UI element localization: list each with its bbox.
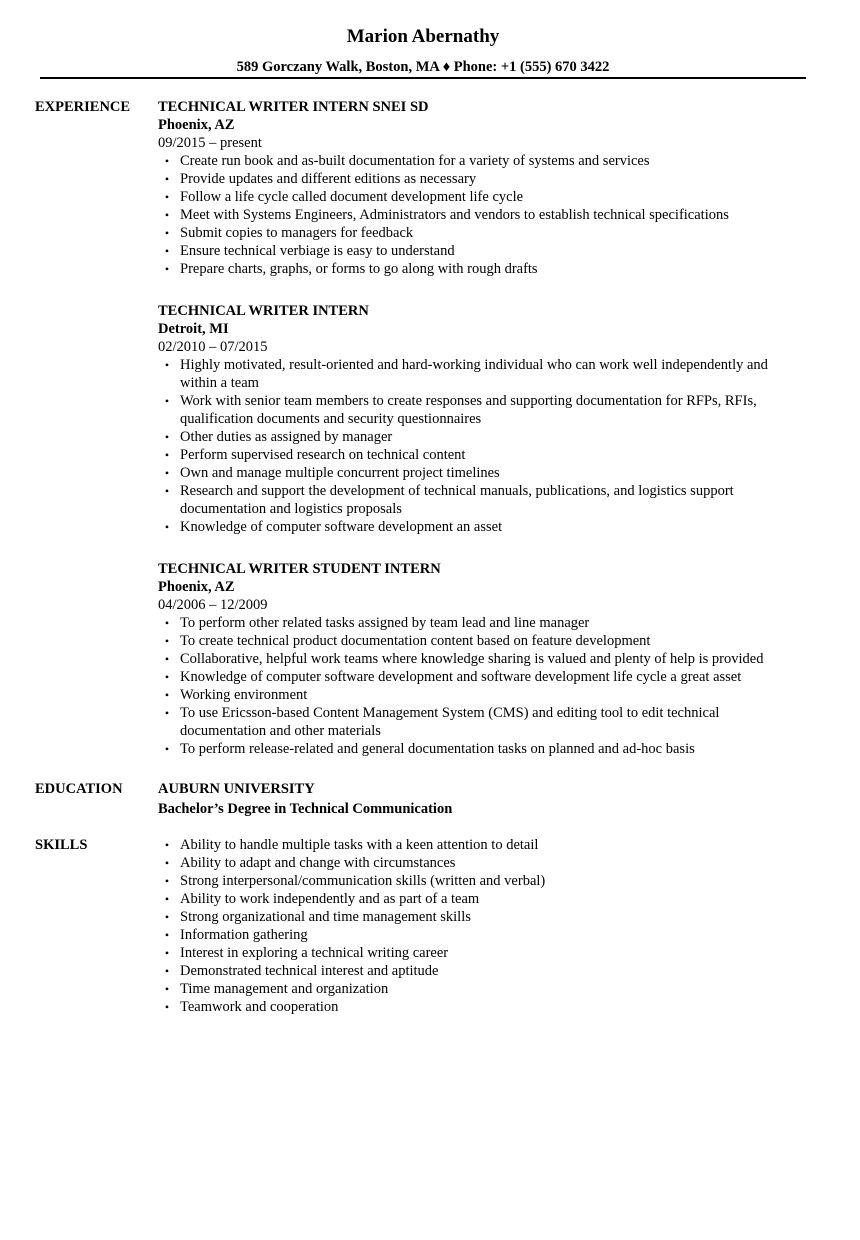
skill-text: Strong organizational and time management skills <box>180 909 471 925</box>
list-item <box>158 686 798 704</box>
bullet-icon: • <box>164 928 170 942</box>
skill-text: Ability to work independently and as part of a team <box>180 891 480 907</box>
bullet-icon: • <box>164 358 170 372</box>
skill-text: Strong interpersonal/communication skills (written and verbal) <box>180 873 546 889</box>
skill-text: Information gathering <box>180 927 308 943</box>
duty-text: Prepare charts, graphs, or forms to go along with rough drafts <box>180 261 538 277</box>
bullet-icon: • <box>164 244 170 258</box>
list-item <box>158 260 798 278</box>
education-section <box>158 780 798 818</box>
job-location: Detroit, MI <box>158 321 229 337</box>
duty-text: Perform supervised research on technical content <box>180 447 466 463</box>
candidate-name: Marion Abernathy <box>346 26 500 47</box>
duty-text: To perform release-related and general documentation tasks on planned and ad-hoc basis <box>180 741 695 757</box>
duty-text: Research and support the development of technical manuals, publications, and logistics support documentation and logistics proposals <box>180 483 734 517</box>
bullet-icon: • <box>164 634 170 648</box>
education-school: AUBURN UNIVERSITY <box>158 781 315 797</box>
list-item <box>158 482 798 518</box>
list-item <box>158 170 798 188</box>
job-duties <box>158 614 798 758</box>
list-item <box>158 224 798 242</box>
duty-text: Collaborative, helpful work teams where knowledge sharing is valued and plenty of help is provided <box>180 651 764 667</box>
bullet-icon: • <box>164 670 170 684</box>
skill-text: Time management and organization <box>180 981 389 997</box>
bullet-icon: • <box>164 394 170 408</box>
duty-text: Knowledge of computer software development an asset <box>180 519 503 535</box>
list-item <box>158 704 798 740</box>
duty-text: Highly motivated, result-oriented and hard-working individual who can work well independently and within a team <box>180 357 768 391</box>
bullet-icon: • <box>164 892 170 906</box>
list-item <box>158 836 798 854</box>
section-label-experience: EXPERIENCE <box>35 99 131 115</box>
bullet-icon: • <box>164 856 170 870</box>
duty-text: To perform other related tasks assigned by team lead and line manager <box>180 615 590 631</box>
job-duties <box>158 356 798 536</box>
list-item <box>158 890 798 908</box>
job-entry <box>158 560 798 758</box>
list-item <box>158 740 798 758</box>
bullet-icon: • <box>164 226 170 240</box>
list-item <box>158 206 798 224</box>
duty-text: Own and manage multiple concurrent project timelines <box>180 465 500 481</box>
bullet-icon: • <box>164 910 170 924</box>
list-item <box>158 980 798 998</box>
job-entry <box>158 98 798 278</box>
duty-text: Submit copies to managers for feedback <box>180 225 414 241</box>
section-label-education: EDUCATION <box>35 781 123 797</box>
list-item <box>158 356 798 392</box>
bullet-icon: • <box>164 838 170 852</box>
bullet-icon: • <box>164 688 170 702</box>
list-item <box>158 392 798 428</box>
duty-text: To create technical product documentation content based on feature development <box>180 633 651 649</box>
list-item <box>158 446 798 464</box>
bullet-icon: • <box>164 964 170 978</box>
list-item <box>158 668 798 686</box>
bullet-icon: • <box>164 172 170 186</box>
duty-text: Knowledge of computer software development and software development life cycle a great asset <box>180 669 742 685</box>
bullet-icon: • <box>164 742 170 756</box>
duty-text: Other duties as assigned by manager <box>180 429 393 445</box>
skill-text: Interest in exploring a technical writing career <box>180 945 449 961</box>
list-item <box>158 428 798 446</box>
skill-text: Ability to handle multiple tasks with a keen attention to detail <box>180 837 539 853</box>
bullet-icon: • <box>164 520 170 534</box>
duty-text: Working environment <box>180 687 308 703</box>
header-divider <box>40 77 806 79</box>
duty-text: Provide updates and different editions as necessary <box>180 171 477 187</box>
contact-line: 589 Gorczany Walk, Boston, MA ♦ Phone: +1 (555) 670 3422 <box>236 59 610 75</box>
experience-section <box>158 98 798 758</box>
bullet-icon: • <box>164 1000 170 1014</box>
duty-text: Create run book and as-built documentation for a variety of systems and services <box>180 153 650 169</box>
job-location: Phoenix, AZ <box>158 579 235 595</box>
bullet-icon: • <box>164 448 170 462</box>
list-item <box>158 872 798 890</box>
list-item <box>158 464 798 482</box>
list-item <box>158 242 798 260</box>
bullet-icon: • <box>164 190 170 204</box>
job-duties <box>158 152 798 278</box>
duty-text: Follow a life cycle called document development life cycle <box>180 189 524 205</box>
bullet-icon: • <box>164 430 170 444</box>
bullet-icon: • <box>164 946 170 960</box>
skills-list <box>158 836 798 1016</box>
bullet-icon: • <box>164 982 170 996</box>
bullet-icon: • <box>164 262 170 276</box>
bullet-icon: • <box>164 154 170 168</box>
list-item <box>158 998 798 1016</box>
list-item <box>158 650 798 668</box>
list-item <box>158 632 798 650</box>
bullet-icon: • <box>164 652 170 666</box>
duty-text: To use Ericsson-based Content Management System (CMS) and editing tool to edit technical documentation and other materials <box>180 705 720 739</box>
skills-section <box>158 836 798 1016</box>
skill-text: Ability to adapt and change with circumstances <box>180 855 456 871</box>
job-title: TECHNICAL WRITER INTERN <box>158 303 369 319</box>
bullet-icon: • <box>164 466 170 480</box>
education-degree: Bachelor’s Degree in Technical Communication <box>158 801 453 817</box>
list-item <box>158 944 798 962</box>
skill-text: Teamwork and cooperation <box>180 999 339 1015</box>
bullet-icon: • <box>164 484 170 498</box>
job-title: TECHNICAL WRITER STUDENT INTERN <box>158 561 441 577</box>
bullet-icon: • <box>164 616 170 630</box>
list-item <box>158 614 798 632</box>
duty-text: Ensure technical verbiage is easy to understand <box>180 243 455 259</box>
job-entry <box>158 302 798 536</box>
list-item <box>158 908 798 926</box>
list-item <box>158 152 798 170</box>
section-label-skills: SKILLS <box>35 837 88 853</box>
list-item <box>158 188 798 206</box>
job-dates: 02/2010 – 07/2015 <box>158 339 268 355</box>
bullet-icon: • <box>164 706 170 720</box>
job-title: TECHNICAL WRITER INTERN SNEI SD <box>158 99 429 115</box>
job-dates: 09/2015 – present <box>158 135 262 151</box>
duty-text: Work with senior team members to create responses and supporting documentation for RFPs, RFIs, qualification documents and security questionnaires <box>180 393 757 427</box>
bullet-icon: • <box>164 874 170 888</box>
list-item <box>158 854 798 872</box>
list-item <box>158 926 798 944</box>
duty-text: Meet with Systems Engineers, Administrators and vendors to establish technical specifications <box>180 207 729 223</box>
skill-text: Demonstrated technical interest and aptitude <box>180 963 439 979</box>
bullet-icon: • <box>164 208 170 222</box>
list-item <box>158 518 798 536</box>
job-location: Phoenix, AZ <box>158 117 235 133</box>
list-item <box>158 962 798 980</box>
job-dates: 04/2006 – 12/2009 <box>158 597 268 613</box>
